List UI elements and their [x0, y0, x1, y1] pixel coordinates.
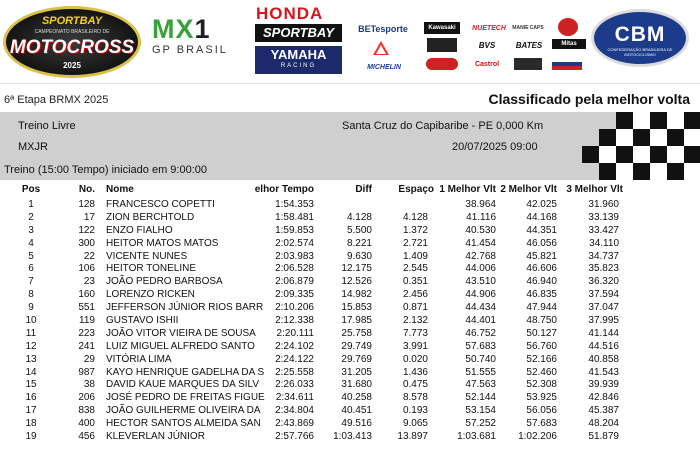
- cell-pos: 4: [28, 237, 34, 249]
- cell-pos: 11: [25, 327, 37, 339]
- cell-v3: 41.144: [588, 327, 619, 339]
- cell-pos: 13: [25, 353, 37, 365]
- cell-v3: 48.204: [588, 418, 619, 430]
- session-location: Santa Cruz do Capibaribe - PE 0,000 Km: [342, 120, 544, 132]
- manie-logo: MANIE CAPS: [512, 25, 544, 31]
- cell-v1: 41.454: [465, 237, 496, 249]
- cbm-logo: [591, 9, 689, 67]
- cell-no: 23: [83, 276, 95, 288]
- cell-pos: 12: [25, 340, 37, 352]
- table-row: [0, 263, 700, 276]
- nuetech-logo: NUETECH: [472, 25, 506, 32]
- cell-gap: 1.436: [402, 366, 428, 378]
- cell-pos: 14: [25, 366, 37, 378]
- cell-v1: 43.510: [465, 276, 496, 288]
- cell-v1: 52.144: [465, 392, 496, 404]
- sponsor-logo-dark: [514, 58, 542, 70]
- cell-v3: 40.858: [588, 353, 619, 365]
- cbm-logo-tag: CONFEDERAÇÃO BRASILEIRA DE MOTOCICLISMO: [607, 47, 673, 57]
- cell-diff: 14.982: [341, 289, 372, 301]
- cell-no: 122: [78, 224, 95, 236]
- table-row: [0, 405, 700, 418]
- cell-v2: 56.760: [526, 340, 557, 352]
- cell-v2: 50.127: [526, 327, 557, 339]
- cell-pos: 2: [28, 211, 34, 223]
- table-row: [0, 212, 700, 225]
- cell-v1: 47.563: [465, 379, 496, 391]
- session-date: 20/07/2025 09:00: [452, 141, 538, 153]
- motocross-logo-main: MOTOCROSS: [9, 37, 135, 58]
- cell-best: 2:03.983: [275, 250, 314, 262]
- cell-no: 838: [78, 405, 95, 417]
- cell-best: 2:34.804: [275, 405, 314, 417]
- column-header-lap1: 1 Melhor Vlt: [439, 184, 496, 195]
- cell-v1: 40.530: [465, 224, 496, 236]
- mitas-logo: Mitas: [552, 39, 586, 49]
- cell-pos: 1: [28, 199, 34, 210]
- cell-no: 300: [78, 237, 95, 249]
- cell-gap: 1.409: [402, 250, 428, 262]
- cell-v2: 46.056: [526, 237, 557, 249]
- table-row: [0, 225, 700, 238]
- cell-v2: 44.168: [526, 211, 557, 223]
- cell-name: JOSÉ PEDRO DE FREITAS FIGUE: [106, 392, 265, 404]
- checkered-flag-icon: [548, 112, 700, 180]
- cell-name: ENZO FIALHO: [106, 224, 173, 236]
- cell-gap: 2.456: [402, 289, 428, 301]
- cell-pos: 19: [25, 431, 37, 443]
- table-row: [0, 238, 700, 251]
- cell-name: ZION BERCHTOLD: [106, 211, 195, 223]
- cell-no: 119: [79, 315, 95, 327]
- cell-pos: 18: [25, 418, 37, 430]
- motocross-logo: [3, 6, 141, 78]
- cell-diff: 31.680: [341, 379, 372, 391]
- kawasaki-logo: Kawasaki: [424, 22, 460, 34]
- table-row: [0, 418, 700, 431]
- motocross-logo-top: SPORTBAY: [41, 15, 103, 27]
- column-header-no: No.: [78, 184, 95, 195]
- cell-diff: 40.451: [341, 405, 372, 417]
- cell-v1: 57.683: [465, 340, 496, 352]
- cell-no: 987: [78, 366, 95, 378]
- cell-no: 38: [83, 379, 95, 391]
- cell-v2: 52.166: [526, 353, 557, 365]
- column-header-best-time: elhor Tempo: [254, 184, 314, 195]
- session-start: Treino (15:00 Tempo) iniciado em 9:00:00: [4, 164, 208, 176]
- cell-name: KAYO HENRIQUE GADELHA DA S: [106, 366, 265, 378]
- column-header-lap3: 3 Melhor Vlt: [566, 184, 623, 195]
- mx1-logo-gp: GP BRASIL: [152, 44, 228, 56]
- cell-v1: 44.906: [465, 289, 496, 301]
- cell-gap: 9.065: [402, 418, 428, 430]
- yamaha-logo: [255, 46, 342, 74]
- cbm-logo-name: CBM: [614, 23, 666, 46]
- cell-v1: 41.116: [466, 211, 496, 223]
- table-row: [0, 328, 700, 341]
- cell-best: 2:06.528: [275, 263, 314, 275]
- cell-gap: 13.897: [397, 431, 428, 443]
- cell-diff: 25.758: [341, 327, 372, 339]
- cell-name: GUSTAVO ISHII: [106, 315, 179, 327]
- cell-name: HEITOR MATOS MATOS: [106, 237, 219, 249]
- cell-v2: 56.056: [526, 405, 557, 417]
- cell-no: 128: [78, 199, 95, 210]
- cell-pos: 7: [28, 276, 34, 288]
- cell-v3: 37.047: [588, 302, 619, 314]
- cell-diff: 12.175: [341, 263, 372, 275]
- column-header-lap2: 2 Melhor Vlt: [500, 184, 557, 195]
- sponsor-logo-red: [426, 58, 458, 70]
- mx1-logo-one: 1: [194, 14, 211, 44]
- cell-v2: 47.944: [526, 302, 557, 314]
- cell-diff: 12.526: [341, 276, 372, 288]
- cell-gap: 0.351: [402, 276, 428, 288]
- cell-v2: 48.750: [526, 315, 557, 327]
- castrol-logo: Castrol: [474, 61, 500, 68]
- motocross-logo-year: 2025: [63, 61, 81, 70]
- cell-v2: 46.940: [526, 276, 557, 288]
- cell-gap: 2.132: [402, 315, 428, 327]
- table-row: [0, 354, 700, 367]
- column-header-diff: Diff: [355, 184, 372, 195]
- cell-name: VITÓRIA LIMA: [106, 353, 172, 365]
- results-table-header: [0, 184, 700, 198]
- cell-gap: 0.193: [402, 405, 428, 417]
- cell-gap: 0.020: [402, 353, 428, 365]
- cell-v1: 44.434: [465, 302, 496, 314]
- cell-gap: 4.128: [402, 211, 428, 223]
- bvs-logo: BVS: [478, 41, 496, 50]
- betesporte-logo: BETesporte: [358, 24, 408, 34]
- cell-name: JOÃO VITOR VIEIRA DE SOUSA: [106, 327, 256, 339]
- cell-no: 29: [83, 353, 95, 365]
- cell-no: 206: [78, 392, 95, 404]
- cell-v1: 42.768: [465, 250, 496, 262]
- cell-gap: 2.545: [402, 263, 428, 275]
- cell-name: JOÃO GUILHERME OLIVEIRA DA: [106, 405, 261, 417]
- cell-diff: 29.749: [341, 340, 372, 352]
- cell-diff: 17.985: [341, 315, 372, 327]
- cell-v3: 31.960: [588, 199, 619, 210]
- cell-best: 2:20.111: [276, 327, 314, 339]
- cell-v3: 45.387: [588, 405, 619, 417]
- cell-v1: 53.154: [465, 405, 496, 417]
- cell-best: 2:12.338: [275, 315, 314, 327]
- honda-logo: HONDA: [256, 4, 324, 23]
- cell-no: 223: [78, 327, 95, 339]
- triangle-icon: [372, 40, 390, 56]
- cell-diff: 49.516: [341, 418, 372, 430]
- cell-best: 2:02.574: [275, 237, 314, 249]
- table-row: [0, 392, 700, 405]
- cell-best: 1:59.853: [275, 224, 314, 236]
- cell-diff: 29.769: [341, 353, 372, 365]
- cell-best: 2:43.869: [275, 418, 314, 430]
- cell-best: 2:34.611: [275, 392, 314, 404]
- cell-best: 2:57.766: [275, 431, 314, 443]
- cell-pos: 17: [25, 405, 37, 417]
- cell-best: 2:06.879: [275, 276, 314, 288]
- cell-v1: 51.555: [465, 366, 496, 378]
- cell-best: 2:26.033: [275, 379, 314, 391]
- cell-v2: 52.308: [526, 379, 557, 391]
- cell-v2: 57.683: [526, 418, 557, 430]
- results-table-body: [0, 199, 700, 444]
- cell-v1: 38.964: [465, 199, 496, 210]
- cell-v1: 44.401: [465, 315, 496, 327]
- cell-diff: 1:03.413: [333, 431, 372, 443]
- cell-best: 2:10.206: [275, 302, 314, 314]
- cell-v2: 1:02.206: [518, 431, 557, 443]
- table-row: [0, 315, 700, 328]
- column-header-gap: Espaço: [398, 184, 434, 195]
- cell-no: 17: [83, 211, 95, 223]
- cell-name: LUIZ MIGUEL ALFREDO SANTO: [106, 340, 255, 352]
- table-row: [0, 289, 700, 302]
- mx1-logo: [152, 14, 244, 60]
- cell-v3: 34.737: [588, 250, 619, 262]
- cell-v1: 50.740: [465, 353, 496, 365]
- cell-name: HECTOR SANTOS ALMEIDA SAN: [106, 418, 261, 430]
- cell-no: 160: [78, 289, 95, 301]
- cell-pos: 16: [25, 392, 37, 404]
- column-header-pos: Pos: [21, 184, 41, 195]
- cell-no: 551: [78, 302, 95, 314]
- column-header-name: Nome: [106, 184, 134, 195]
- cell-v2: 42.025: [526, 199, 557, 210]
- cell-name: HEITOR TONELINE: [106, 263, 197, 275]
- session-name: Treino Livre: [18, 120, 76, 132]
- cell-v1: 1:03.681: [457, 431, 496, 443]
- cell-best: 2:25.558: [275, 366, 314, 378]
- session-category: MXJR: [18, 141, 48, 153]
- yamaha-logo-racing: RACING: [280, 63, 317, 69]
- cell-v3: 33.139: [588, 211, 619, 223]
- cell-name: VICENTE NUNES: [106, 250, 188, 262]
- cell-v1: 44.006: [465, 263, 496, 275]
- classification-title: Classificado pela melhor volta: [488, 91, 690, 107]
- cell-gap: 0.871: [402, 302, 428, 314]
- cell-gap: 1.372: [402, 224, 428, 236]
- cell-v2: 52.460: [526, 366, 557, 378]
- cell-v3: 39.939: [588, 379, 619, 391]
- cell-gap: 3.991: [402, 340, 428, 352]
- cell-best: 1:58.481: [275, 211, 314, 223]
- sportbay-logo: SPORTBAY: [255, 24, 342, 42]
- cell-name: DAVID KAUE MARQUES DA SILV: [106, 379, 260, 391]
- table-row: [0, 199, 700, 212]
- cell-v3: 41.543: [588, 366, 619, 378]
- cell-v3: 44.516: [588, 340, 619, 352]
- cell-v3: 51.879: [588, 431, 619, 443]
- table-row: [0, 302, 700, 315]
- cell-v2: 46.835: [526, 289, 557, 301]
- cell-diff: 9.630: [346, 250, 372, 262]
- cell-v2: 46.606: [526, 263, 557, 275]
- cell-best: 2:09.335: [275, 289, 314, 301]
- sponsor-bar: [0, 0, 700, 84]
- event-title: 6ª Etapa BRMX 2025: [4, 94, 109, 106]
- cell-diff: 31.205: [341, 366, 372, 378]
- table-row: [0, 341, 700, 354]
- table-row: [0, 431, 700, 444]
- table-row: [0, 251, 700, 264]
- cell-gap: 2.721: [402, 237, 428, 249]
- table-row: [0, 276, 700, 289]
- cell-diff: 5.500: [346, 224, 372, 236]
- cell-best: 2:24.122: [275, 353, 314, 365]
- cell-no: 106: [78, 263, 95, 275]
- cell-name: FRANCESCO COPETTI: [106, 199, 215, 210]
- cell-diff: 8.221: [346, 237, 372, 249]
- cell-no: 22: [83, 250, 95, 262]
- cell-v1: 46.752: [465, 327, 496, 339]
- cell-pos: 10: [25, 315, 37, 327]
- sponsor-logo-circle: [558, 18, 578, 36]
- cell-v2: 53.925: [526, 392, 557, 404]
- cell-pos: 8: [28, 289, 34, 301]
- motocross-logo-sub: CAMPEONATO BRASILEIRO DE: [34, 29, 110, 35]
- cell-best: 1:54.353: [275, 199, 314, 210]
- sponsor-logo-striped: [552, 62, 582, 70]
- cell-v3: 37.594: [588, 289, 619, 301]
- table-row: [0, 379, 700, 392]
- bates-logo: BATES: [515, 41, 543, 50]
- sponsor-logo-badge: [427, 38, 457, 52]
- cell-v2: 45.821: [526, 250, 557, 262]
- cell-v3: 36.320: [588, 276, 619, 288]
- cell-name: JEFFERSON JÚNIOR RIOS BARR: [106, 302, 264, 314]
- cell-v3: 34.110: [589, 237, 619, 249]
- cell-pos: 9: [28, 302, 34, 314]
- cell-diff: 40.258: [341, 392, 372, 404]
- cell-gap: 8.578: [402, 392, 428, 404]
- cell-no: 456: [78, 431, 95, 443]
- cell-pos: 15: [25, 379, 37, 391]
- cell-pos: 5: [28, 250, 34, 262]
- cell-no: 241: [78, 340, 95, 352]
- cell-gap: 7.773: [402, 327, 428, 339]
- yamaha-logo-name: YAMAHA: [270, 47, 327, 62]
- cell-v3: 42.846: [588, 392, 619, 404]
- cell-no: 400: [78, 418, 95, 430]
- cell-v3: 33.427: [588, 224, 619, 236]
- cell-name: LORENZO RICKEN: [106, 289, 195, 301]
- cell-v3: 37.995: [588, 315, 619, 327]
- cell-name: JOÃO PEDRO BARBOSA: [106, 276, 223, 288]
- cell-name: KLEVERLAN JÚNIOR: [106, 431, 205, 443]
- table-row: [0, 367, 700, 380]
- mx1-logo-mx: MX: [152, 14, 195, 44]
- michelin-logo: MICHELIN: [367, 64, 401, 71]
- cell-best: 2:24.102: [275, 340, 314, 352]
- cell-v1: 57.252: [465, 418, 496, 430]
- cell-v2: 44.351: [526, 224, 557, 236]
- cell-pos: 3: [28, 224, 34, 236]
- cell-pos: 6: [28, 263, 34, 275]
- cell-diff: 15.853: [341, 302, 372, 314]
- cell-v3: 35.823: [588, 263, 619, 275]
- cell-gap: 0.475: [402, 379, 428, 391]
- cell-diff: 4.128: [346, 211, 372, 223]
